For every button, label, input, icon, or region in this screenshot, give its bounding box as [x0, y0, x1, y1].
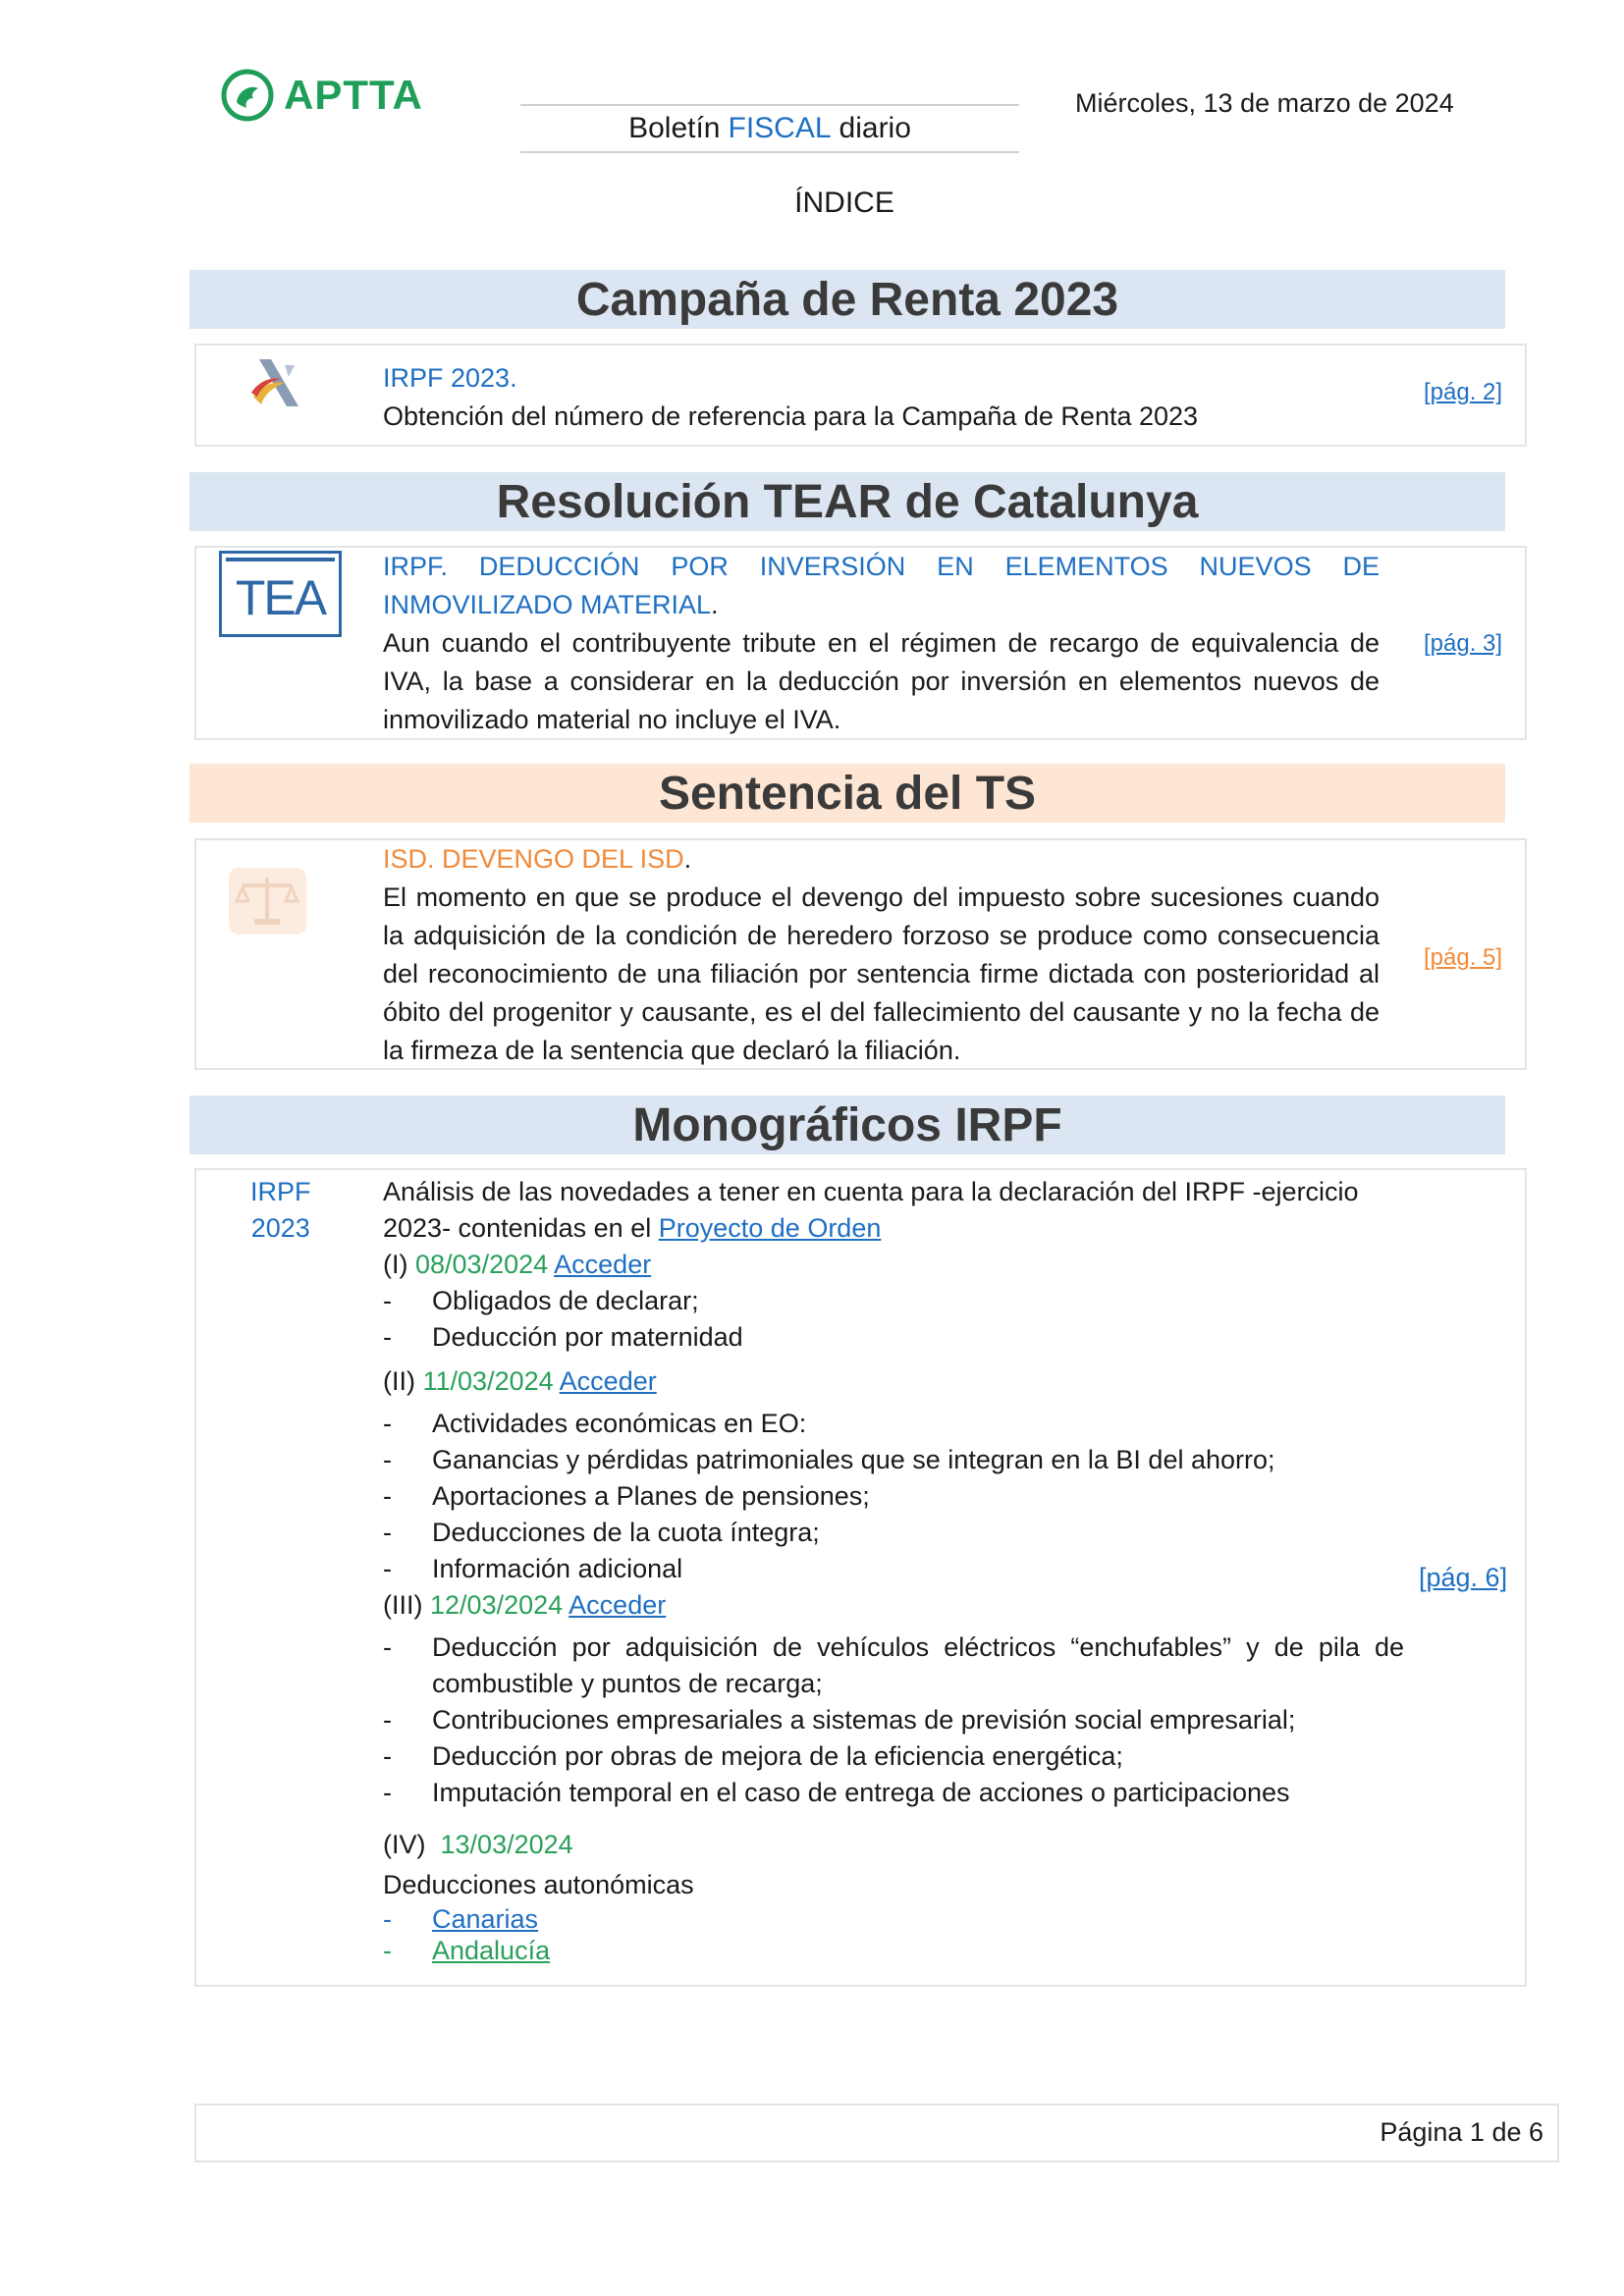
list-item: - Andalucía	[383, 1936, 551, 1965]
tea-logo-text: TEA	[235, 570, 326, 625]
logo-text: APTTA	[284, 72, 423, 118]
entry-renta	[194, 344, 1527, 447]
part-2-date: 11/03/2024	[422, 1366, 554, 1396]
part-2-header	[383, 1363, 1404, 1400]
list-item: - Imputación temporal en el caso de entrega de acciones o participaciones	[383, 1778, 1290, 1807]
entry-tear	[194, 546, 1527, 740]
bulletin-suffix: diario	[839, 112, 911, 144]
mono-label-line1: IRPF	[250, 1177, 311, 1206]
list-item: - Información adicional	[383, 1554, 683, 1583]
footer	[194, 2104, 1559, 2163]
part-2-num: (II)	[383, 1366, 415, 1396]
section-heading-mono: Monográficos IRPF	[189, 1095, 1505, 1154]
part-3-acceder-link[interactable]: Acceder	[568, 1590, 667, 1620]
entry-ts-title-end: .	[683, 844, 692, 874]
mono-intro-line1: Análisis de las novedades a tener en cuenta para la declaración del IRPF -ejercicio	[383, 1177, 1359, 1206]
entry-renta-text	[383, 359, 1380, 436]
entry-tear-title-end: .	[711, 590, 719, 619]
part-4-date: 13/03/2024	[440, 1830, 573, 1859]
part-2-acceder-link[interactable]: Acceder	[559, 1366, 657, 1396]
tea-logo	[219, 551, 342, 637]
list-item: - Deducciones de la cuota íntegra;	[383, 1518, 820, 1547]
section-heading-renta: Campaña de Renta 2023	[189, 270, 1505, 329]
list-item: - Actividades económicas en EO:	[383, 1409, 807, 1438]
andalucia-link[interactable]: Andalucía	[432, 1936, 551, 1965]
part-1-acceder-link[interactable]: Acceder	[554, 1250, 652, 1279]
list-item: - Obligados de declarar;	[383, 1286, 699, 1315]
entry-tear-title: IRPF. DEDUCCIÓN POR INVERSIÓN EN ELEMENTOS NUEVOS DE INMOVILIZADO MATERIAL	[383, 552, 1380, 619]
list-item: - Aportaciones a Planes de pensiones;	[383, 1481, 870, 1511]
list-item: - Deducción por obras de mejora de la eficiencia energética;	[383, 1741, 1123, 1771]
page-link-5[interactable]: [pág. 5]	[1424, 944, 1503, 971]
entry-ts	[194, 838, 1527, 1070]
part-3-header	[383, 1587, 1404, 1624]
part-4-num: (IV)	[383, 1830, 426, 1859]
entry-ts-body: El momento en que se produce el devengo del impuesto sobre sucesiones cuando la adquisición de la condición de heredero forzoso se produce como consecuencia del reconocimiento de una filiación por sentencia firme dictada con posterioridad al óbito del progenitor y causante, es el del fallecimiento del causante y no la fecha de la firmeza de la sentencia que declaró la filiación.	[383, 882, 1380, 1065]
part-3-num: (III)	[383, 1590, 423, 1620]
section-heading-ts: Sentencia del TS	[189, 764, 1505, 823]
page-link-6[interactable]: [pág. 6]	[1419, 1563, 1508, 1592]
entry-renta-title: IRPF 2023.	[383, 363, 517, 393]
mono-label	[250, 1174, 311, 1247]
issue-date: Miércoles, 13 de marzo de 2024	[1075, 88, 1454, 118]
part-4-header	[383, 1827, 1404, 1863]
page-number: Página 1 de 6	[1380, 2117, 1543, 2147]
part-1-date: 08/03/2024	[415, 1250, 549, 1279]
part-3-date: 12/03/2024	[430, 1590, 564, 1620]
list-item: - Ganancias y pérdidas patrimoniales que se integran en la BI del ahorro;	[383, 1445, 1275, 1474]
bulletin-fiscal: FISCAL	[728, 112, 832, 144]
entry-mono	[194, 1168, 1527, 1987]
entry-ts-text	[383, 840, 1380, 1070]
canarias-link[interactable]: Canarias	[432, 1904, 539, 1934]
entry-renta-body: Obtención del número de referencia para la Campaña de Renta 2023	[383, 401, 1199, 431]
mono-content	[383, 1174, 1404, 1966]
autonomic-title: Deducciones autonómicas	[383, 1870, 694, 1899]
bulletin-prefix: Boletín	[628, 112, 721, 144]
aptta-logo-icon	[221, 69, 274, 122]
list-item: - Contribuciones empresariales a sistemas de previsión social empresarial;	[383, 1705, 1296, 1735]
aeat-logo-icon	[245, 351, 310, 416]
bulletin-title	[520, 104, 1019, 153]
court-scale-icon	[221, 862, 314, 940]
list-item: - Canarias	[383, 1904, 539, 1934]
aptta-logo	[221, 69, 423, 122]
entry-tear-text	[383, 548, 1380, 739]
page-link-3[interactable]: [pág. 3]	[1424, 630, 1503, 657]
page-link-2[interactable]: [pág. 2]	[1424, 379, 1503, 405]
index-title: ÍNDICE	[794, 187, 894, 219]
section-heading-tear: Resolución TEAR de Catalunya	[189, 472, 1505, 531]
part-1-num: (I)	[383, 1250, 408, 1279]
entry-ts-title: ISD. DEVENGO DEL ISD	[383, 844, 684, 874]
part-1-header	[383, 1247, 1404, 1283]
mono-intro-prefix: 2023- contenidas en el	[383, 1213, 652, 1243]
list-item: - Deducción por adquisición de vehículos eléctricos “enchufables” y de pila de combustible y puntos de recarga;	[383, 1632, 1404, 1698]
list-item: - Deducción por maternidad	[383, 1322, 743, 1352]
mono-intro-line2	[383, 1210, 1404, 1247]
mono-label-line2: 2023	[250, 1213, 310, 1243]
entry-tear-body: Aun cuando el contribuyente tribute en el régimen de recargo de equivalencia de IVA, la base a considerar en la deducción por inversión en elementos nuevos de inmovilizado material no incluye el IVA.	[383, 628, 1380, 734]
proyecto-de-orden-link[interactable]: Proyecto de Orden	[658, 1213, 882, 1243]
